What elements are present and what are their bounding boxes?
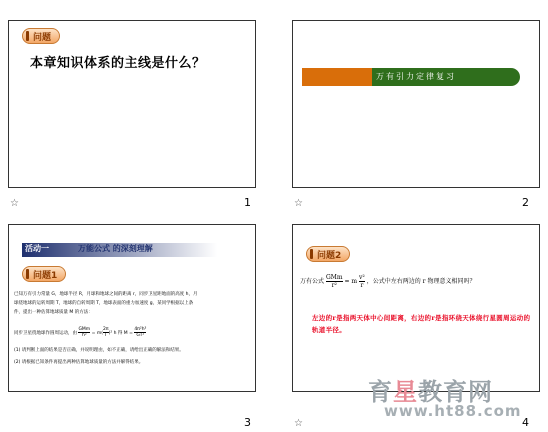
slide-number: 3 [244, 416, 251, 429]
slide3-body-line: 球绕地球的运转周期 T，地球的自转周期 T，地球表面的重力加速度 g，某同学根据以上条 [14, 301, 194, 306]
slide3-activity-bar [22, 243, 217, 257]
slide1-question-text: 本章知识体系的主线是什么？ [30, 56, 206, 71]
activity-title: 万能公式 的深刻理解 [78, 244, 153, 253]
site-watermark-logo: 育星教育网 [368, 378, 493, 406]
slide-number: 2 [522, 196, 529, 209]
slide3-formula: 同步卫星绕地球作圆周运动，由 $\frac{\text{GMm}}{\text{h²}}$ = m( $\frac{2\pi}{T}$ )² h 得 M = $\frac{\text{4π²h³}}{\text{GT²}}$ [14, 327, 147, 338]
banner-orange-block [302, 68, 372, 86]
slide1-question-tag: 问题 [22, 28, 60, 44]
slide-transition-icon: ☆ [294, 198, 303, 209]
slide3-question-tag: 问题1 [22, 266, 66, 282]
slide2-title-banner [302, 68, 520, 86]
slide-transition-icon: ☆ [10, 198, 19, 209]
activity-label: 活动一 [25, 244, 49, 253]
slide3-item-2: (2) 请根据已知条件再提出两种估算地球质量的方法并解得结果。 [14, 360, 144, 365]
slide3-item-1: (1) 请判断上面的结果是否正确，并说明理由，如不正确，请给出正确的解法和结果。 [14, 348, 184, 353]
slide4-question-tag: 问题2 [306, 246, 350, 262]
site-watermark-url: www.ht88.com [384, 402, 522, 420]
slide-number: 1 [244, 196, 251, 209]
slide2-title: 万有引力定律复习 [376, 72, 456, 81]
slide-thumbnail-2[interactable] [292, 20, 540, 188]
slide3-body-line: 已知万有引力常量 G，地球半径 R，月球和地球之间的距离 r，同步卫星距地面的高度 h，月 [14, 292, 198, 297]
slide-number: 4 [522, 416, 529, 429]
slide-transition-icon: ☆ [294, 418, 303, 429]
slide4-formula: 万有公式 $\frac{\text{GMm}}{\text{r²}}$ = m $\frac{\text{v²}}{r}$ ，公式中左右两边的 r 物理意义相同吗？ [300, 274, 476, 289]
slide3-body-line: 件，提出一种估算地球质量 M 的方法： [14, 310, 93, 315]
slide4-answer: 左边的r是指两天体中心间距离，右边的r是指环绕天体绕行星圆周运动的轨道半径。 [312, 314, 531, 334]
slide-thumbnail-1[interactable] [8, 20, 256, 188]
